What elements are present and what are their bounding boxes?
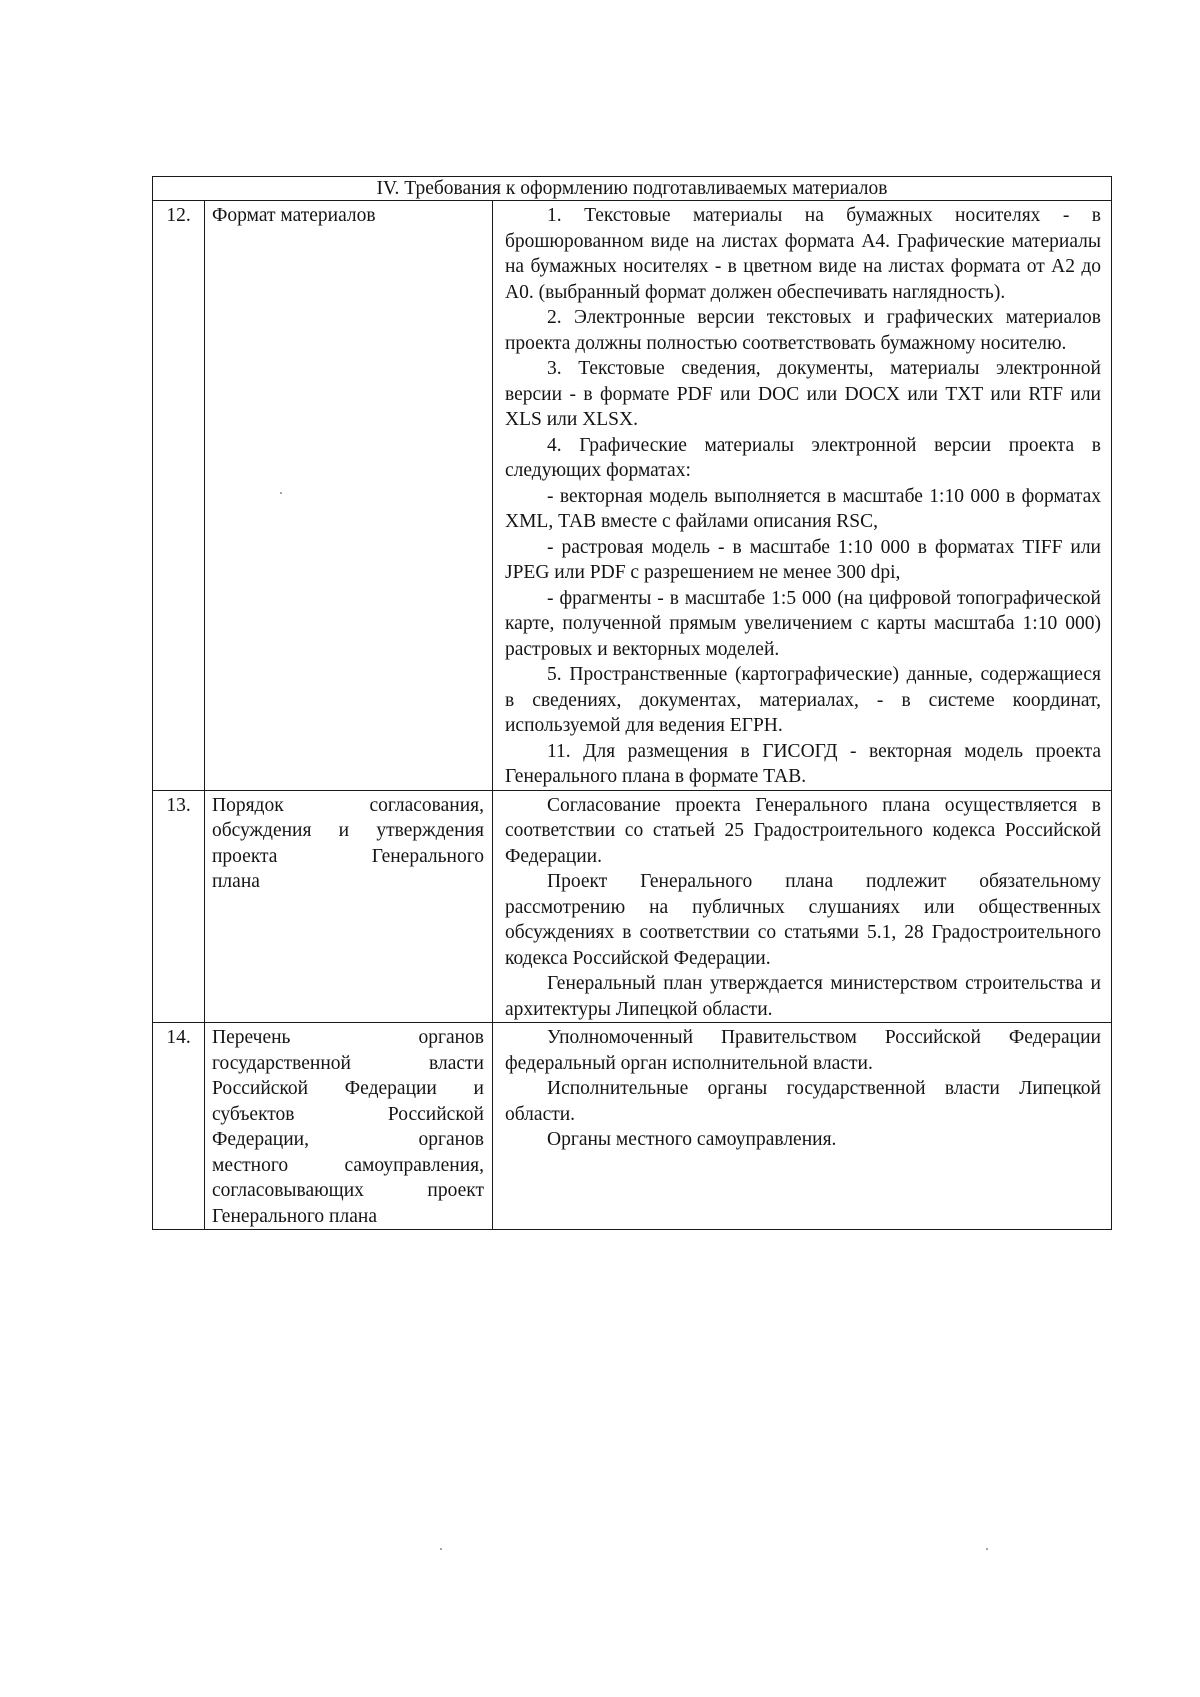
scan-speck bbox=[440, 1548, 442, 1550]
row-description bbox=[493, 1023, 1112, 1230]
row-name-line: Российской Федерации и bbox=[212, 1078, 484, 1099]
row-number: 12. bbox=[153, 201, 205, 791]
description-paragraph: Проект Генерального плана подлежит обязательному рассмотрению на публичных слушаниях или общественных обсуждениях в соответствии со статьями 5.1, 28 Градостроительного кодекса Российской Федерации. bbox=[505, 871, 1101, 969]
description-paragraph: 4. Графические материалы электронной версии проекта в следующих форматах: bbox=[505, 434, 1101, 481]
description-paragraph: - растровая модель - в масштабе 1:10 000 в форматах TIFF или JPEG или PDF с разрешением не менее 300 dpi, bbox=[505, 536, 1101, 583]
row-name-line: Порядок согласования, bbox=[212, 794, 484, 816]
row-description bbox=[493, 790, 1112, 1023]
row-name-line: Федерации, органов bbox=[212, 1129, 484, 1150]
description-paragraph: Согласование проекта Генерального плана осуществляется в соответствии со статьей 25 Градостроительного кодекса Российской Федерации. bbox=[505, 794, 1101, 867]
row-name-line: государственной власти bbox=[212, 1052, 484, 1074]
description-paragraph: 3. Текстовые сведения, документы, материалы электронной версии - в формате PDF или DOC или DOCX или TXT или RTF или XLS или XLSX. bbox=[505, 358, 1101, 430]
requirements-table bbox=[152, 176, 1112, 1230]
scan-speck bbox=[280, 492, 282, 494]
row-name-line: Перечень органов bbox=[212, 1027, 484, 1048]
description-paragraph: - фрагменты - в масштабе 1:5 000 (на цифровой топографической карте, полученной прямым увеличением с карты масштаба 1:10 000) растровых и векторных моделей. bbox=[505, 587, 1101, 660]
description-paragraph: 2. Электронные версии текстовых и графических материалов проекта должны полностью соответствовать бумажному носителю. bbox=[505, 307, 1101, 354]
row-description bbox=[493, 201, 1112, 791]
row-name-line: проекта Генерального bbox=[212, 845, 484, 867]
description-paragraph: Органы местного самоуправления. bbox=[547, 1129, 837, 1150]
description-paragraph: 5. Пространственные (картографические) данные, содержащиеся в сведениях, документах, материалах, - в системе координат, используемой для ведения ЕГРН. bbox=[505, 664, 1101, 736]
description-paragraph: 1. Текстовые материалы на бумажных носителях - в брошюрованном виде на листах формата А4. Графические материалы на бумажных носителях - в цветном виде на листах формата от А2 до А0. (выбранный формат должен обеспечивать наглядность). bbox=[505, 205, 1101, 303]
row-name-line: плана bbox=[212, 871, 260, 892]
description-paragraph: - векторная модель выполняется в масштабе 1:10 000 в форматах XML, ТАВ вместе с файлами описания RSC, bbox=[505, 485, 1101, 532]
section-title: IV. Требования к оформлению подготавливаемых материалов bbox=[153, 177, 1112, 201]
row-name-line: Формат материалов bbox=[212, 205, 376, 226]
table-row bbox=[153, 790, 1112, 1023]
description-paragraph: Генеральный план утверждается министерством строительства и архитектуры Липецкой области. bbox=[505, 973, 1101, 1020]
row-name-line: обсуждения и утверждения bbox=[212, 820, 484, 841]
row-name bbox=[205, 790, 493, 1023]
description-paragraph: Исполнительные органы государственной власти Липецкой области. bbox=[505, 1078, 1101, 1125]
row-name bbox=[205, 1023, 493, 1230]
table-row bbox=[153, 1023, 1112, 1230]
scan-speck bbox=[986, 1548, 988, 1550]
row-name-line: субъектов Российской bbox=[212, 1103, 484, 1125]
row-name-line: местного самоуправления, bbox=[212, 1154, 484, 1176]
section-header-row bbox=[153, 177, 1112, 201]
row-number: 14. bbox=[153, 1023, 205, 1230]
row-number: 13. bbox=[153, 790, 205, 1023]
description-paragraph: 11. Для размещения в ГИСОГД - векторная модель проекта Генерального плана в формате ТАВ. bbox=[505, 740, 1101, 787]
table-row bbox=[153, 201, 1112, 791]
row-name-line: согласовывающих проект bbox=[212, 1180, 484, 1201]
row-name bbox=[205, 201, 493, 791]
row-name-line: Генерального плана bbox=[212, 1205, 377, 1227]
description-paragraph: Уполномоченный Правительством Российской Федерации федеральный орган исполнительной власти. bbox=[505, 1027, 1101, 1074]
